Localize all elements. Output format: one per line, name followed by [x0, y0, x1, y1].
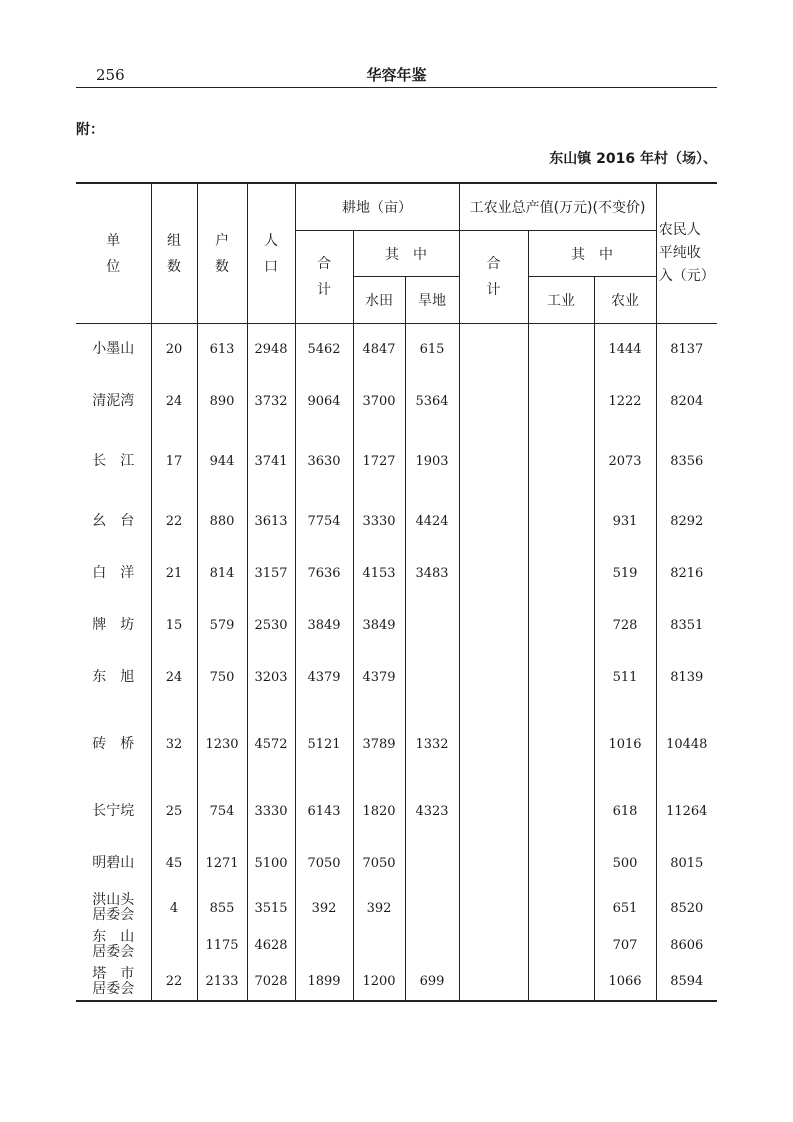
cell-population: 5100 [247, 838, 295, 890]
cell-farmland-total: 6143 [295, 786, 353, 838]
cell-paddy: 3789 [353, 704, 405, 786]
cell-population: 4628 [247, 927, 295, 964]
cell-income: 8520 [656, 890, 717, 927]
cell-farmland-total: 392 [295, 890, 353, 927]
cell-unit: 清泥湾 [92, 393, 135, 409]
cell-industry [528, 548, 594, 600]
header-farmland-total: 合 计 [295, 231, 353, 324]
cell-groups: 22 [151, 496, 197, 548]
cell-paddy: 1200 [353, 964, 405, 1001]
cell-unit: 长宁垸 [92, 803, 135, 819]
cell-dry-land [405, 890, 459, 927]
cell-industry [528, 652, 594, 704]
cell-industry [528, 324, 594, 376]
cell-unit: 白 洋 [92, 565, 135, 581]
header-paddy: 水田 [353, 277, 405, 324]
cell-industry [528, 964, 594, 1001]
cell-income: 8606 [656, 927, 717, 964]
cell-output-total [459, 324, 528, 376]
cell-households: 750 [197, 652, 247, 704]
cell-households: 754 [197, 786, 247, 838]
cell-groups: 21 [151, 548, 197, 600]
cell-agriculture: 500 [594, 838, 656, 890]
table-row [76, 964, 717, 1001]
cell-output-total [459, 652, 528, 704]
cell-dry-land [405, 600, 459, 652]
table-row [76, 704, 717, 786]
table-row [76, 324, 717, 376]
table-caption: 东山镇 2016 年村（场）、 [549, 151, 717, 167]
header-agriculture: 农业 [594, 277, 656, 324]
cell-output-total [459, 376, 528, 428]
cell-output-total [459, 964, 528, 1001]
cell-dry-land: 615 [405, 324, 459, 376]
cell-unit: 东 旭 [92, 669, 135, 685]
cell-dry-land: 4424 [405, 496, 459, 548]
cell-dry-land: 3483 [405, 548, 459, 600]
cell-output-total [459, 838, 528, 890]
cell-population: 3203 [247, 652, 295, 704]
cell-farmland-total: 3849 [295, 600, 353, 652]
cell-dry-land: 5364 [405, 376, 459, 428]
statistics-table [76, 182, 717, 1002]
cell-groups [151, 927, 197, 964]
cell-paddy: 1820 [353, 786, 405, 838]
cell-dry-land [405, 838, 459, 890]
appendix-label: 附： [76, 122, 104, 138]
cell-output-total [459, 927, 528, 964]
cell-unit: 塔 市 居委会 [76, 964, 151, 1001]
header-income: 农民人 平纯收 入（元） [656, 183, 717, 324]
cell-income: 8292 [656, 496, 717, 548]
cell-households: 1175 [197, 927, 247, 964]
cell-dry-land: 4323 [405, 786, 459, 838]
cell-income: 8216 [656, 548, 717, 600]
cell-population: 3741 [247, 428, 295, 496]
cell-groups: 24 [151, 652, 197, 704]
cell-farmland-total: 5462 [295, 324, 353, 376]
cell-paddy: 7050 [353, 838, 405, 890]
cell-groups: 15 [151, 600, 197, 652]
table-body [76, 324, 717, 1001]
header-output-total: 合 计 [459, 231, 528, 324]
cell-households: 890 [197, 376, 247, 428]
cell-agriculture: 1066 [594, 964, 656, 1001]
cell-dry-land: 1903 [405, 428, 459, 496]
cell-paddy: 3849 [353, 600, 405, 652]
cell-income: 10448 [656, 704, 717, 786]
header-population: 人 口 [247, 183, 295, 324]
header-farmland: 耕地（亩） [295, 183, 459, 231]
cell-population: 2948 [247, 324, 295, 376]
cell-income: 8139 [656, 652, 717, 704]
cell-population: 3613 [247, 496, 295, 548]
cell-paddy [353, 927, 405, 964]
table-row [76, 838, 717, 890]
cell-households: 855 [197, 890, 247, 927]
cell-paddy: 3700 [353, 376, 405, 428]
cell-groups: 4 [151, 890, 197, 927]
cell-households: 944 [197, 428, 247, 496]
cell-agriculture: 1222 [594, 376, 656, 428]
cell-unit: 洪山头 居委会 [92, 892, 135, 923]
cell-output-total [459, 548, 528, 600]
cell-population: 3732 [247, 376, 295, 428]
cell-groups: 20 [151, 324, 197, 376]
cell-industry [528, 838, 594, 890]
cell-output-total [459, 428, 528, 496]
cell-households: 1230 [197, 704, 247, 786]
cell-paddy: 4379 [353, 652, 405, 704]
cell-farmland-total: 5121 [295, 704, 353, 786]
cell-paddy: 4153 [353, 548, 405, 600]
cell-farmland-total: 7754 [295, 496, 353, 548]
cell-groups: 45 [151, 838, 197, 890]
cell-unit: 幺 台 [92, 513, 135, 529]
table-row [76, 600, 717, 652]
cell-population: 4572 [247, 704, 295, 786]
header-unit: 单 位 [76, 183, 151, 324]
cell-output-total [459, 496, 528, 548]
cell-groups: 17 [151, 428, 197, 496]
cell-farmland-total: 1899 [295, 964, 353, 1001]
cell-paddy: 392 [353, 890, 405, 927]
cell-unit: 明碧山 [92, 855, 135, 871]
cell-industry [528, 376, 594, 428]
table-row [76, 496, 717, 548]
cell-income: 8204 [656, 376, 717, 428]
cell-groups: 25 [151, 786, 197, 838]
header-rule [76, 87, 717, 88]
header-farmland-of-which: 其 中 [353, 231, 459, 277]
cell-farmland-total: 7636 [295, 548, 353, 600]
table-row [76, 786, 717, 838]
cell-population: 3515 [247, 890, 295, 927]
cell-agriculture: 2073 [594, 428, 656, 496]
cell-unit: 东 山 居委会 [92, 929, 135, 960]
cell-households: 613 [197, 324, 247, 376]
cell-dry-land [405, 652, 459, 704]
page-number: 256 [96, 66, 125, 84]
cell-paddy: 1727 [353, 428, 405, 496]
cell-households: 2133 [197, 964, 247, 1001]
cell-households: 579 [197, 600, 247, 652]
cell-output-total [459, 704, 528, 786]
cell-industry [528, 786, 594, 838]
header-households: 户 数 [197, 183, 247, 324]
cell-dry-land: 1332 [405, 704, 459, 786]
cell-output-total [459, 890, 528, 927]
cell-farmland-total [295, 927, 353, 964]
table-row [76, 376, 717, 428]
cell-unit: 牌 坊 [92, 617, 135, 633]
cell-income: 8594 [656, 964, 717, 1001]
cell-output-total [459, 786, 528, 838]
cell-population: 3157 [247, 548, 295, 600]
cell-agriculture: 931 [594, 496, 656, 548]
cell-groups: 22 [151, 964, 197, 1001]
cell-dry-land [405, 927, 459, 964]
cell-farmland-total: 4379 [295, 652, 353, 704]
cell-industry [528, 927, 594, 964]
cell-farmland-total: 7050 [295, 838, 353, 890]
cell-income: 11264 [656, 786, 717, 838]
cell-unit: 砖 桥 [92, 736, 135, 752]
running-title: 华容年鉴 [366, 66, 427, 84]
cell-agriculture: 618 [594, 786, 656, 838]
cell-agriculture: 707 [594, 927, 656, 964]
cell-industry [528, 428, 594, 496]
table-row [76, 548, 717, 600]
cell-farmland-total: 3630 [295, 428, 353, 496]
header-groups: 组 数 [151, 183, 197, 324]
cell-agriculture: 1016 [594, 704, 656, 786]
header-output: 工农业总产值(万元)(不变价) [459, 183, 656, 231]
cell-unit: 小墨山 [92, 341, 135, 358]
cell-groups: 24 [151, 376, 197, 428]
cell-income: 8137 [656, 324, 717, 376]
cell-population: 2530 [247, 600, 295, 652]
cell-industry [528, 496, 594, 548]
table-row [76, 927, 717, 964]
header-dry-land: 旱地 [405, 277, 459, 324]
cell-farmland-total: 9064 [295, 376, 353, 428]
cell-agriculture: 651 [594, 890, 656, 927]
cell-industry [528, 890, 594, 927]
table-row [76, 890, 717, 927]
header-output-of-which: 其 中 [528, 231, 656, 277]
cell-industry [528, 600, 594, 652]
cell-paddy: 3330 [353, 496, 405, 548]
cell-income: 8351 [656, 600, 717, 652]
cell-groups: 32 [151, 704, 197, 786]
cell-agriculture: 728 [594, 600, 656, 652]
cell-households: 1271 [197, 838, 247, 890]
cell-income: 8015 [656, 838, 717, 890]
cell-agriculture: 519 [594, 548, 656, 600]
cell-population: 7028 [247, 964, 295, 1001]
cell-agriculture: 511 [594, 652, 656, 704]
cell-industry [528, 704, 594, 786]
cell-population: 3330 [247, 786, 295, 838]
cell-agriculture: 1444 [594, 324, 656, 376]
cell-households: 814 [197, 548, 247, 600]
cell-households: 880 [197, 496, 247, 548]
cell-unit: 长 江 [92, 453, 135, 469]
cell-income: 8356 [656, 428, 717, 496]
cell-output-total [459, 600, 528, 652]
table-row [76, 428, 717, 496]
table-row [76, 652, 717, 704]
cell-paddy: 4847 [353, 324, 405, 376]
cell-dry-land: 699 [405, 964, 459, 1001]
header-industry: 工业 [528, 277, 594, 324]
